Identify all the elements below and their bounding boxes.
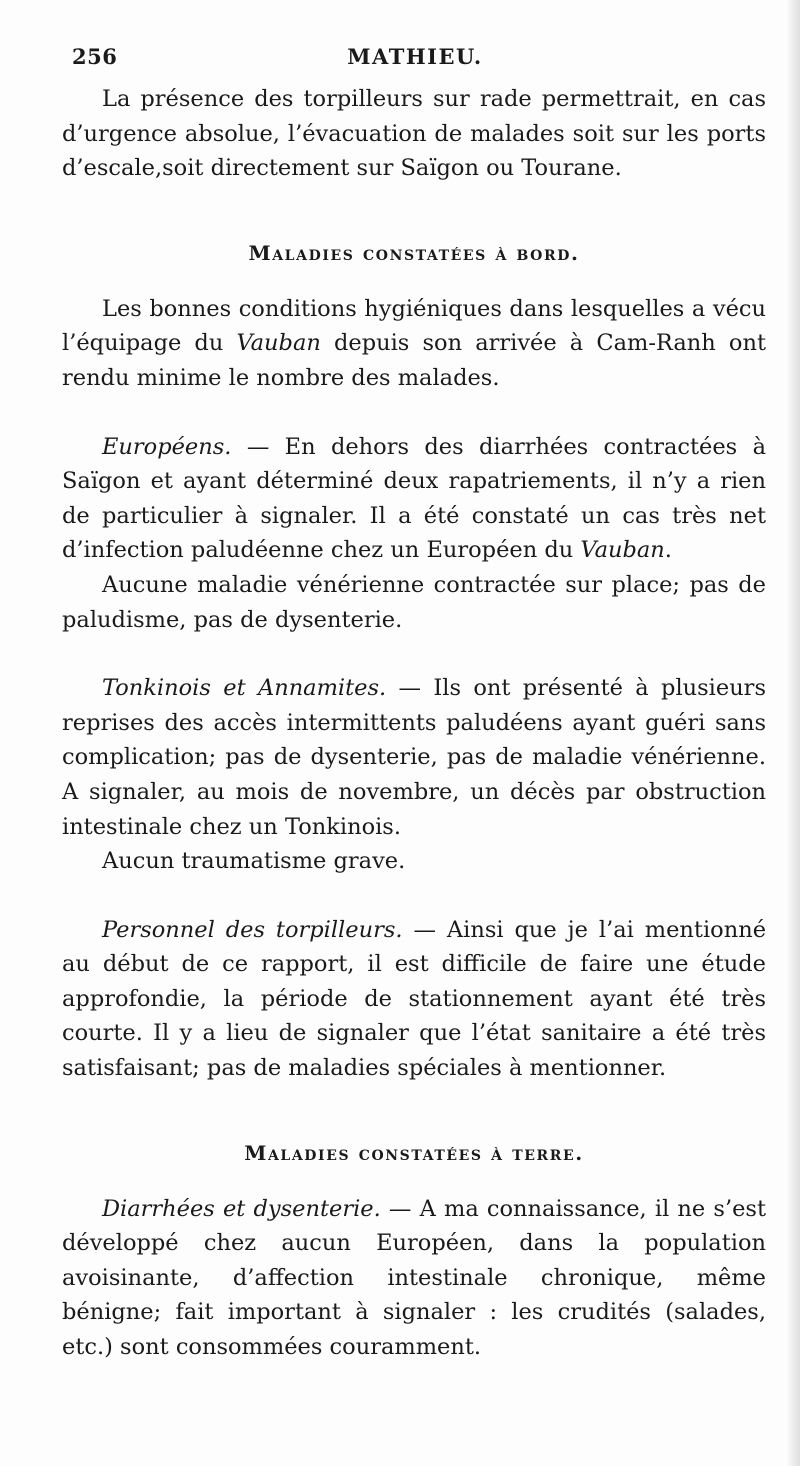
section-heading-bord: Maladies constatées à bord. (248, 240, 580, 265)
paragraph-tonkinois (62, 671, 766, 844)
section-heading-terre: Maladies constatées à terre. (244, 1140, 584, 1165)
paragraph-lead-diarrhees: Diarrhées et dysenterie. (102, 1195, 381, 1222)
paragraph-diarrhees (62, 1192, 766, 1365)
ship-name: Vauban (236, 330, 321, 357)
paragraph-traumatisme: Aucun traumatisme grave. (102, 848, 406, 875)
paragraph-intro: La présence des torpilleurs sur rade permettrait, en cas d’urgence absolue, l’évacuation de malades soit sur les ports d’escale,soit directement sur Saïgon ou Tourane. (62, 86, 766, 182)
diarrhees-text: — A ma connaissance, il ne s’est développé chez aucun Européen, dans la population avoisinante, d’affection intestinale chronique, même bénigne; fait important à signaler : les crudités (salades, etc.) sont consommées couramment. (62, 1195, 766, 1361)
europeens-text-after: . (664, 537, 672, 564)
page-number: 256 (72, 44, 118, 69)
paragraph-lead-tonkinois: Tonkinois et Annamites. (102, 675, 387, 702)
paragraph-europeens (62, 430, 766, 568)
conditions-text-before: Les bonnes conditions hygiéniques dans lesquelles a vécu l’équipage du (62, 295, 766, 357)
paragraph-lead-personnel: Personnel des torpilleurs. (102, 916, 403, 943)
ship-name: Vauban (580, 537, 665, 564)
paragraph-personnel (62, 913, 766, 1086)
tonkinois-text: — Ils ont présenté à plusieurs reprises des accès intermittents paludéens ayant guéri sans complication; pas de dysenterie, pas de maladie vénérienne. A signaler, au mois de novembre, un décès par obstruction intestinale chez un Tonkinois. (62, 675, 766, 840)
paragraph-conditions (62, 292, 766, 396)
paragraph-aucune-venerienne: Aucune maladie vénérienne contractée sur place; pas de paludisme, pas de dysenterie. (62, 571, 766, 633)
europeens-text-before: — En dehors des diarrhées contractées à Saïgon et ayant déterminé deux rapatriements, il n’y a rien de particulier à signaler. Il a été constaté un cas très net d’infection paludéenne chez un Européen du (62, 433, 766, 564)
paragraph-lead-europeens: Européens. (102, 433, 232, 460)
running-head: MATHIEU. (347, 44, 483, 69)
personnel-text: — Ainsi que je l’ai mentionné au début de ce rapport, il est difficile de faire une étude approfondie, la période de stationnement ayant été très courte. Il y a lieu de signaler que l’état sanitaire a été très satisfaisant; pas de maladies spéciales à mentionner. (62, 916, 767, 1082)
conditions-text-after: depuis son arrivée à Cam-Ranh ont rendu minime le nombre des malades. (62, 330, 766, 391)
body-text (62, 82, 766, 1365)
page-header (70, 40, 760, 70)
page-edge-shadow (786, 0, 800, 1466)
